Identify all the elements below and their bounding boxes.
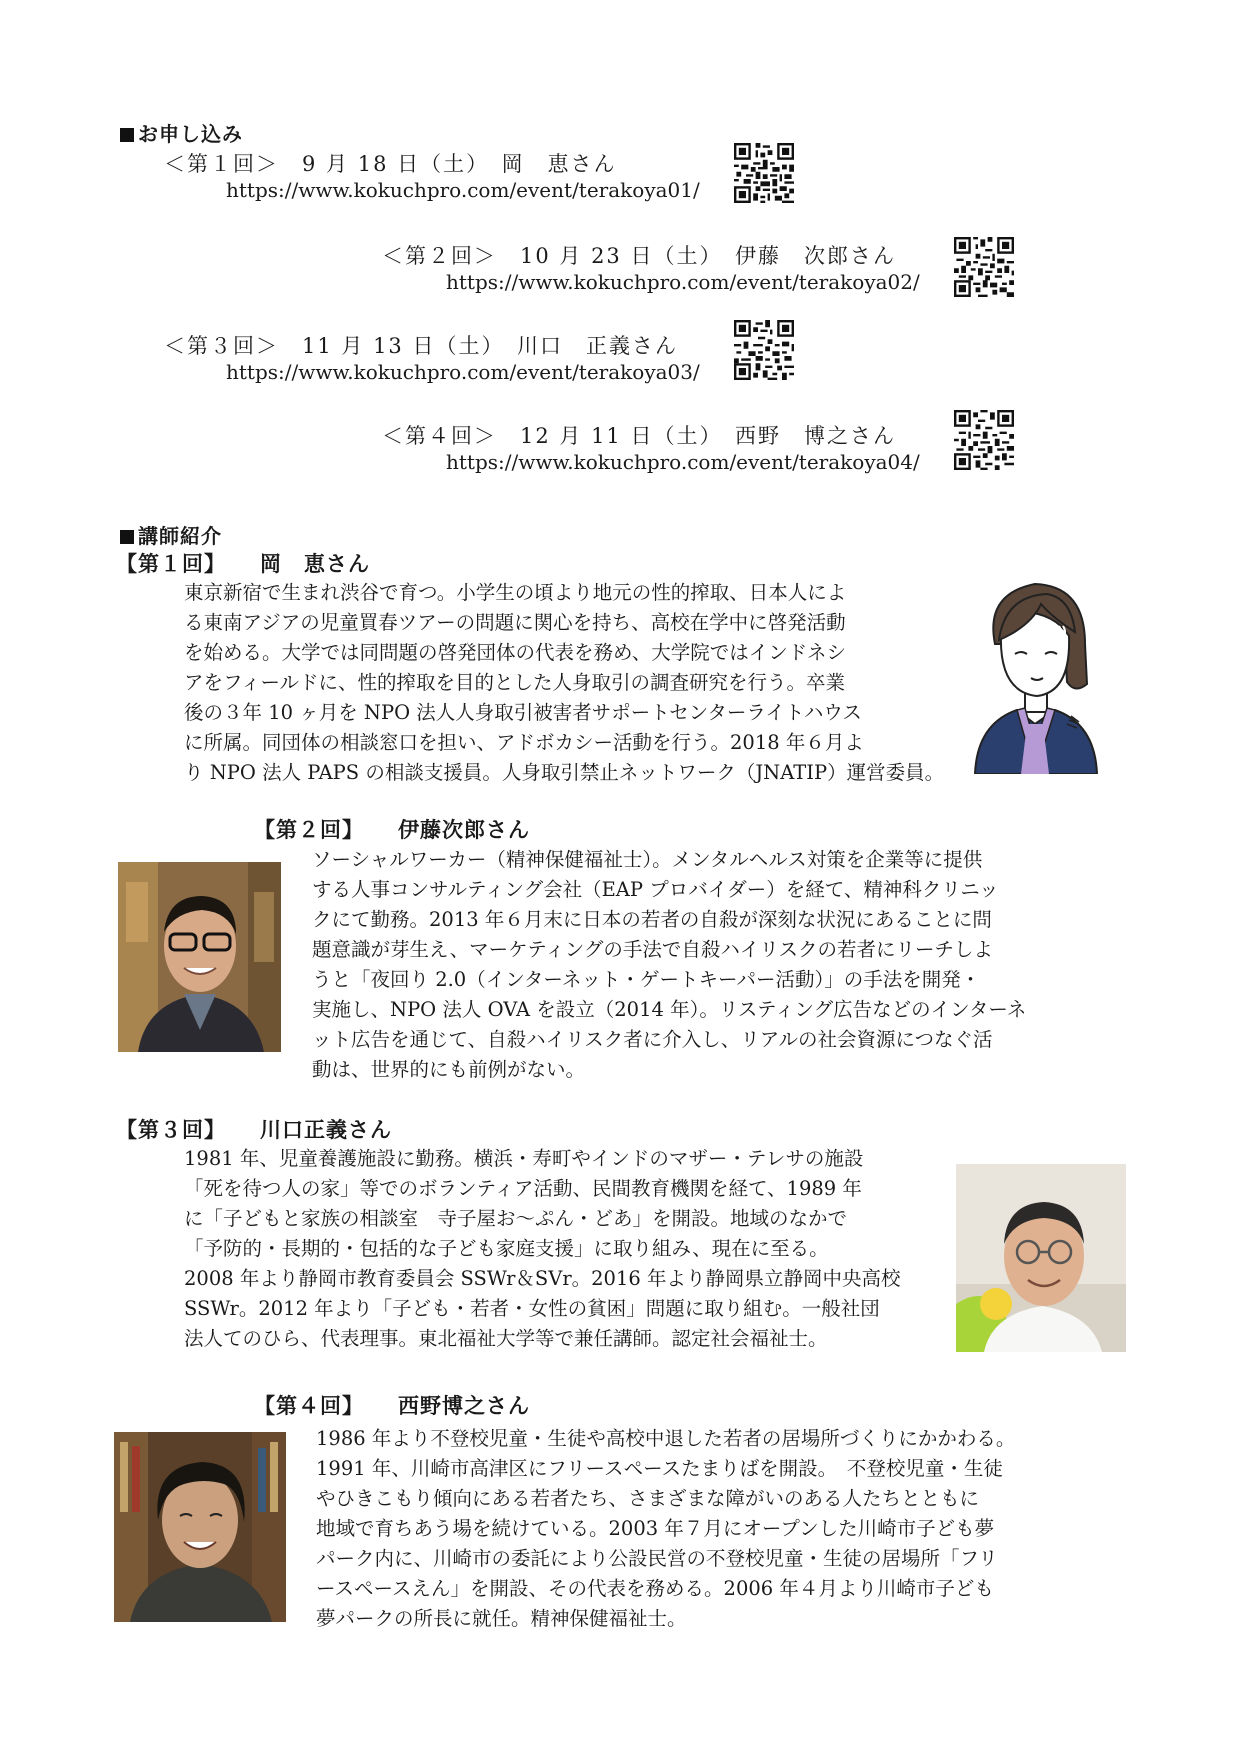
bio-line: 1991 年、川崎市高津区にフリースペースたまりばを開設。 不登校児童・生徒 — [316, 1457, 1003, 1480]
bio-line: に「子どもと家族の相談室 寺子屋お～ぷん・どあ」を開設。地域のなかで — [184, 1207, 848, 1230]
session-1-url[interactable]: https://www.kokuchpro.com/event/terakoya01/ — [226, 178, 700, 202]
session-4-url[interactable]: https://www.kokuchpro.com/event/terakoya04/ — [446, 450, 920, 474]
bio-line: り NPO 法人 PAPS の相談支援員。人身取引禁止ネットワーク（JNATIP）運営委員。 — [184, 761, 945, 784]
session-4-title: ＜第４回＞ 12 月 11 日（土） 西野 博之さん — [382, 424, 896, 448]
bio-line: 東京新宿で生まれ渋谷で育つ。小学生の頃より地元の性的搾取、日本人によ — [184, 581, 847, 604]
square-bullet-icon — [120, 128, 134, 142]
bio-line: る東南アジアの児童買春ツアーの問題に関心を持ち、高校在学中に啓発活動 — [184, 611, 846, 634]
bio-line: 1986 年より不登校児童・生徒や高校中退した若者の居場所づくりにかかわる。 — [316, 1427, 1016, 1450]
qr-code-icon[interactable] — [954, 410, 1014, 470]
qr-code-icon[interactable] — [954, 237, 1014, 297]
registration-heading: お申し込み — [120, 118, 243, 147]
session-2-url[interactable]: https://www.kokuchpro.com/event/terakoya02/ — [446, 270, 920, 294]
bio-line: ット広告を通じて、自殺ハイリスク者に介入し、リアルの社会資源につなぐ活 — [312, 1028, 993, 1051]
lecturer-2-bio — [312, 845, 1072, 1085]
lecturer-4-bio — [316, 1424, 1096, 1634]
bio-line: ースペースえん」を開設、その代表を務める。2006 年４月より川崎市子ども — [316, 1577, 994, 1600]
lecturer-3-bio — [184, 1144, 944, 1354]
bio-line: 法人てのひら、代表理事。東北福祉大学等で兼任講師。認定社会福祉士。 — [184, 1327, 828, 1350]
bio-line: 2008 年より静岡市教育委員会 SSWr＆SVr。2016 年より静岡県立静岡中央高校 — [184, 1267, 901, 1290]
lecturer-2-photo — [118, 862, 281, 1052]
lecturer-1-title: 【第１回】 岡 恵さん — [116, 552, 370, 576]
bio-line: 「死を待つ人の家」等でのボランティア活動、民間教育機関を経て、1989 年 — [184, 1177, 862, 1200]
bio-line: パーク内に、川崎市の委託により公設民営の不登校児童・生徒の居場所「フリ — [316, 1547, 998, 1570]
bio-line: 題意識が芽生え、マーケティングの手法で自殺ハイリスクの若者にリーチしよ — [312, 938, 993, 961]
lecturers-heading: 講師紹介 — [120, 520, 222, 549]
square-bullet-icon — [120, 530, 134, 544]
lecturer-3-title: 【第３回】 川口正義さん — [116, 1118, 392, 1142]
session-2-title: ＜第２回＞ 10 月 23 日（土） 伊藤 次郎さん — [382, 244, 896, 268]
qr-code-icon[interactable] — [734, 320, 794, 380]
lecturer-4-photo — [114, 1432, 286, 1622]
lecturer-1-illustration — [955, 574, 1115, 774]
session-3-title: ＜第３回＞ 11 月 13 日（土） 川口 正義さん — [164, 334, 678, 358]
bio-line: 動は、世界的にも前例がない。 — [312, 1058, 586, 1081]
bio-line: やひきこもり傾向にある若者たち、さまざまな障がいのある人たちとともに — [316, 1487, 980, 1510]
bio-line: 後の３年 10 ヶ月を NPO 法人人身取引被害者サポートセンターライトハウス — [184, 701, 862, 724]
session-1-title: ＜第１回＞ 9 月 18 日（土） 岡 恵さん — [164, 152, 617, 176]
bio-line: する人事コンサルティング会社（EAP プロバイダー）を経て、精神科クリニッ — [312, 878, 999, 901]
lecturer-1-bio — [184, 578, 944, 788]
bio-line: アをフィールドに、性的搾取を目的とした人身取引の調査研究を行う。卒業 — [184, 671, 846, 694]
bio-line: ソーシャルワーカー（精神保健福祉士）。メンタルヘルス対策を企業等に提供 — [312, 848, 983, 871]
lecturer-2-title: 【第２回】 伊藤次郎さん — [254, 818, 530, 842]
bio-line: 地域で育ちあう場を続けている。2003 年７月にオープンした川崎市子ども夢 — [316, 1517, 995, 1540]
bio-line: 1981 年、児童養護施設に勤務。横浜・寿町やインドのマザー・テレサの施設 — [184, 1147, 864, 1170]
qr-code-icon[interactable] — [734, 143, 794, 203]
session-3-url[interactable]: https://www.kokuchpro.com/event/terakoya03/ — [226, 360, 700, 384]
bio-line: うと「夜回り 2.0（インターネット・ゲートキーパー活動）」の手法を開発・ — [312, 968, 981, 991]
bio-line: 「予防的・長期的・包括的な子ども家庭支援」に取り組み、現在に至る。 — [184, 1237, 829, 1260]
bio-line: 夢パークの所長に就任。精神保健福祉士。 — [316, 1607, 687, 1630]
bio-line: SSWr。2012 年より「子ども・若者・女性の貧困」問題に取り組む。一般社団 — [184, 1297, 880, 1320]
bio-line: クにて勤務。2013 年６月末に日本の若者の自殺が深刻な状況にあることに問 — [312, 908, 992, 931]
bio-line: 実施し、NPO 法人 OVA を設立（2014 年）。リスティング広告などのインターネ — [312, 998, 1027, 1021]
lecturer-4-title: 【第４回】 西野博之さん — [254, 1394, 530, 1418]
lecturer-3-photo — [956, 1164, 1126, 1352]
bio-line: を始める。大学では同問題の啓発団体の代表を務め、大学院ではインドネシ — [184, 641, 847, 664]
bio-line: に所属。同団体の相談窓口を担い、アドボカシー活動を行う。2018 年６月よ — [184, 731, 864, 754]
